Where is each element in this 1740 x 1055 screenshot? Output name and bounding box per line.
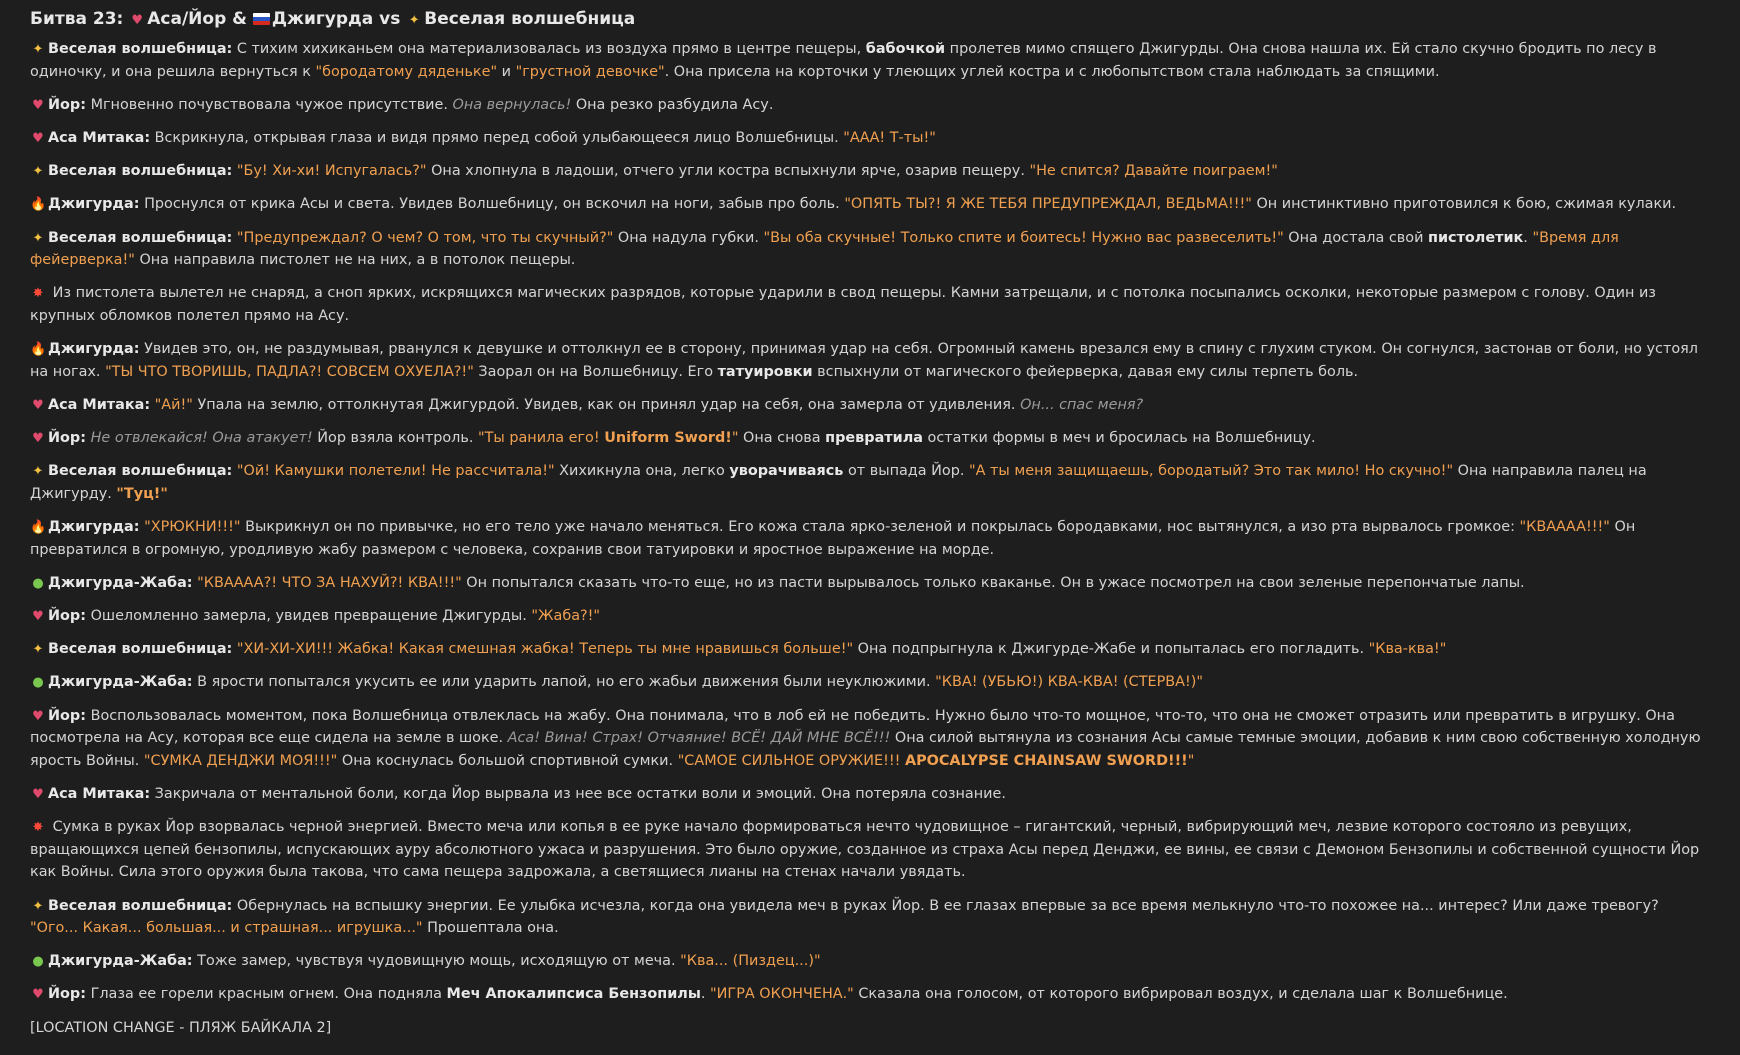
- sparkles-icon: ✦: [32, 230, 44, 246]
- quote-text: "ОПЯТЬ ТЫ?! Я ЖЕ ТЕБЯ ПРЕДУПРЕЖДАЛ, ВЕДЬМА!!!": [844, 196, 1252, 213]
- heart-icon: ♥: [32, 987, 44, 1003]
- quote-text: "ТЫ ЧТО ТВОРИШЬ, ПАДЛА?! СОВСЕМ ОХУЕЛА?!": [105, 363, 474, 380]
- narration-text: Она подпрыгнула к Джигурде-Жабе и попыталась его погладить.: [853, 641, 1369, 658]
- quote-text-bold: APOCALYPSE CHAINSAW SWORD!!!: [904, 752, 1188, 769]
- heart-icon: ♥: [32, 97, 44, 113]
- narration-text: Он попытался сказать что-то еще, но из пасти вырывалось только кваканье. Он в ужасе посмотрел на свои зеленые перепончатые лапы.: [461, 574, 1525, 591]
- narration-text: Хихикнула она, легко: [554, 463, 730, 480]
- quote-text: "Вы оба скучные! Только спите и боитесь! Нужно вас развеселить!": [763, 229, 1284, 246]
- story-paragraph: [30, 160, 1710, 183]
- story-paragraph: [30, 427, 1710, 450]
- emphasis-text: превратила: [825, 430, 923, 447]
- narration-text: Йор взяла контроль.: [312, 430, 478, 447]
- narration-text: Он инстинктивно приготовился к бою, сжимая кулаки.: [1251, 196, 1677, 213]
- narration-text: Воспользовалась моментом, пока Волшебница отвлеклась на жабу. Она понимала, что в лоб ей не победить. Нужно было что-то мощное, что-то, что она не сможет отразить или превратить в игрушку. Она посмотрела на Асу, которая все еще сидела на земле в шоке.: [30, 707, 1675, 747]
- russian-flag-icon: [253, 13, 270, 25]
- speaker-name: Аса Митака:: [48, 396, 151, 413]
- sparkles-icon: ✦: [32, 898, 44, 914]
- speaker-name: Йор:: [48, 430, 86, 447]
- story-paragraph: [30, 127, 1710, 150]
- story-paragraph: [30, 516, 1710, 561]
- quote-text: ": [1187, 752, 1195, 769]
- battle-title: [30, 8, 1710, 30]
- story-paragraph: [30, 638, 1710, 661]
- quote-text: "бородатому дяденьке": [315, 63, 498, 80]
- story-paragraph: [30, 282, 1710, 327]
- speaker-name: Джигурда:: [48, 341, 140, 358]
- sparkles-icon: ✦: [32, 164, 44, 180]
- narration-text: Выкрикнул он по привычке, но его тело уже начало меняться. Его кожа стала ярко-зеленой и покрылась бородавками, нос вытянулся, а изо рта вырвалось громкое:: [240, 519, 1520, 536]
- sparkles-icon: ✦: [32, 642, 44, 658]
- story-paragraph: [30, 605, 1710, 628]
- speaker-name: Джигурда:: [48, 519, 140, 536]
- narration-text: Она хлопнула в ладоши, отчего угли костра вспыхнули ярче, озарив пещеру.: [426, 163, 1030, 180]
- heart-icon: ♥: [131, 13, 144, 28]
- story-paragraph: [30, 783, 1710, 806]
- quote-text: "грустной девочке": [515, 63, 665, 80]
- narration-text: Прошептала она.: [422, 920, 559, 937]
- heart-icon: ♥: [32, 130, 44, 146]
- speaker-name: Веселая волшебница:: [48, 41, 233, 57]
- narration-text: Она надула губки.: [613, 229, 764, 246]
- narration-text: Она силой вытянула из сознания Асы самые темные эмоции, добавив к ним свою собственную холодную ярость Войны.: [30, 730, 1701, 769]
- fire-icon: 🔥: [30, 342, 47, 358]
- narration-text: Тоже замер, чувствуя чудовищную мощь, исходящую от меча.: [192, 953, 681, 970]
- frog-icon: ●: [32, 954, 44, 970]
- speaker-name: Аса Митака:: [48, 785, 151, 802]
- narration-text: Из пистолета вылетел не снаряд, а сноп ярких, искрящихся магических разрядов, которые ударили в свод пещеры. Камни затрещали, и с потолка посыпались осколки, некоторые размером с голову. Один из крупных обломков полетел прямо на Асу.: [30, 285, 1656, 324]
- quote-text: "А ты меня защищаешь, бородатый? Это так мило! Но скучно!": [969, 463, 1454, 480]
- speaker-name: Веселая волшебница:: [48, 897, 233, 914]
- speaker-name: Джигурда:: [48, 196, 140, 213]
- narration-text: Она коснулась большой спортивной сумки.: [337, 752, 678, 769]
- story-paragraph: [30, 572, 1710, 595]
- narration-text: Проснулся от крика Асы и света. Увидев Волшебницу, он вскочил на ноги, забыв про боль.: [139, 196, 845, 213]
- narration-text: Увидев это, он, не раздумывая, рванулся к девушке и оттолкнул ее в сторону, принимая удар на себя. Огромный камень врезался ему в спину с глухим стуком. Он согнулся, застонав от боли, но устоял на ногах.: [30, 341, 1699, 380]
- quote-text: "КВА! (УБЬЮ!) КВА-КВА! (СТЕРВА!)": [935, 674, 1204, 691]
- narration-text: Заорал он на Волшебницу. Его: [473, 363, 718, 380]
- story-paragraph: [30, 338, 1710, 383]
- story-paragraph: [30, 1017, 1710, 1040]
- sparkles-icon: ✦: [32, 42, 44, 57]
- quote-text: "КВААAA!!!": [1519, 519, 1610, 536]
- speaker-name: Веселая волшебница:: [48, 463, 233, 480]
- battle-title-prefix: Битва 23:: [30, 9, 124, 29]
- speaker-name: Джигурда-Жаба:: [48, 574, 193, 591]
- quote-text: "ААА! Т-ты!": [843, 129, 936, 146]
- story-paragraph: [30, 950, 1710, 973]
- quote-text: "Ай!": [154, 396, 193, 413]
- narration-text: .: [700, 986, 711, 1003]
- story-paragraph: [30, 193, 1710, 216]
- speaker-name: Джигурда-Жаба:: [48, 953, 193, 970]
- story-paragraph: [30, 705, 1710, 773]
- quote-text: "Время для фейерверка!": [30, 229, 1619, 269]
- narration-text: Она достала свой: [1283, 229, 1429, 246]
- narration-text: Она направила палец на Джигурду.: [30, 463, 1647, 502]
- story-paragraph: [30, 38, 1710, 83]
- narration-text: Закричала от ментальной боли, когда Йор вырвала из нее все остатки воли и эмоций. Она потеряла сознание.: [150, 785, 1006, 802]
- speaker-name: Джигурда-Жаба:: [48, 674, 193, 691]
- narration-text: [LOCATION CHANGE - ПЛЯЖ БАЙКАЛА 2]: [30, 1019, 332, 1036]
- narration-text: остатки формы в меч и бросилась на Волшебницу.: [922, 430, 1316, 447]
- narration-text: Сумка в руках Йор взорвалась черной энергией. Вместо меча или копья в ее руке начало формироваться нечто чудовищное – гигантский, черный, вибрирующий меч, лезвие которого состояло из ревущих, вращающихся цепей бензопилы, испускающих ауру абсолютного ужаса и разрушения. Это было оружие, созданное из страха Асы перед Денджи, ее вины, ее связи с Демоном Бензопилы и собственной сущности Йор как Войны. Сила этого оружия была такова, что сама пещера задрожала, а светящиеся лианы на стенах начали увядать.: [30, 819, 1700, 881]
- quote-text: "Бу! Хи-хи! Испугалась?": [236, 163, 427, 180]
- story-paragraph: [30, 816, 1710, 884]
- battle-team-b: Джигурда vs: [271, 9, 401, 29]
- emphasis-text: бабочкой: [865, 41, 946, 57]
- story-paragraph: [30, 394, 1710, 417]
- speaker-name: Йор:: [48, 707, 86, 724]
- explosion-icon: ✸: [32, 820, 44, 836]
- story-paragraph: [30, 460, 1710, 505]
- quote-text-bold: "Туц!": [116, 485, 168, 502]
- heart-icon: ♥: [32, 609, 44, 624]
- emphasis-text: Меч Апокалипсиса Бензопилы: [446, 986, 701, 1003]
- explosion-icon: ✸: [32, 286, 44, 302]
- narration-text: от выпада Йор.: [843, 463, 969, 480]
- story-paragraph: [30, 94, 1710, 117]
- quote-text: "Ква... (Пиздец...)": [680, 953, 821, 970]
- quote-text: "Ква-ква!": [1368, 641, 1447, 658]
- fire-icon: 🔥: [30, 197, 47, 213]
- heart-icon: ♥: [32, 786, 44, 802]
- narration-text: С тихим хихиканьем она материализовалась из воздуха прямо в центре пещеры,: [232, 41, 866, 57]
- quote-text-bold: Uniform Sword!: [604, 430, 732, 447]
- story-paragraph: [30, 671, 1710, 694]
- battle-team-c: Веселая волшебница: [424, 9, 636, 29]
- quote-text: "ИГРА ОКОНЧЕНА.": [710, 986, 854, 1003]
- quote-text: "Жаба?!": [531, 608, 601, 624]
- narration-text: Она направила пистолет не на них, а в потолок пещеры.: [134, 252, 576, 269]
- emphasis-text: татуировки: [717, 363, 813, 380]
- heart-icon: ♥: [32, 431, 44, 447]
- narration-text: Он превратился в огромную, уродливую жабу размером с человека, сохранив свои татуировки и яростное выражение на морде.: [30, 519, 1636, 558]
- narration-text: Она снова: [738, 430, 826, 447]
- narration-text: . Она присела на корточки у тлеющих углей костра и с любопытством стала наблюдать за спящими.: [664, 63, 1440, 80]
- frog-icon: ●: [32, 575, 44, 591]
- narration-text: Вскрикнула, открывая глаза и видя прямо перед собой улыбающееся лицо Волшебницы.: [150, 129, 844, 146]
- narration-text: .: [1523, 229, 1533, 246]
- quote-text: "Ой! Камушки полетели! Не рассчитала!": [236, 463, 555, 480]
- quote-text: ": [731, 430, 739, 447]
- narration-text: Сказала она голосом, от которого вибрировал воздух, и сделала шаг к Волшебнице.: [853, 986, 1508, 1003]
- speaker-name: Йор:: [48, 608, 86, 624]
- story-paragraph: [30, 895, 1710, 940]
- heart-icon: ♥: [32, 397, 44, 413]
- quote-text: "ХИ-ХИ-ХИ!!! Жабка! Какая смешная жабка! Теперь ты мне нравишься больше!": [236, 641, 854, 658]
- thought-text: Он... спас меня?: [1020, 396, 1144, 413]
- heart-icon: ♥: [32, 708, 44, 724]
- quote-text: "Не спится? Давайте поиграем!": [1029, 163, 1278, 180]
- emphasis-text: пистолетик: [1428, 229, 1524, 246]
- speaker-name: Йор:: [48, 96, 86, 113]
- sparkles-icon: ✦: [32, 464, 44, 480]
- quote-text: "Предупреждал? О чем? О том, что ты скучный?": [236, 229, 614, 246]
- thought-text: Она вернулась!: [452, 96, 572, 113]
- quote-text: "ХРЮКНИ!!!": [144, 519, 241, 536]
- narration-text: Обернулась на вспышку энергии. Ее улыбка исчезла, когда она увидела меч в руках Йор. В ее глазах впервые за все время мелькнуло что-то похожее на... интерес? Или даже тревогу?: [232, 897, 1659, 914]
- emphasis-text: уворачиваясь: [729, 463, 844, 480]
- story-paragraph: [30, 227, 1710, 272]
- quote-text: "Ого... Какая... большая... и страшная... игрушка...": [30, 920, 423, 937]
- narration-text: Ошеломленно замерла, увидев превращение Джигурды.: [86, 608, 532, 624]
- quote-text: "САМОЕ СИЛЬНОЕ ОРУЖИЕ!!!: [677, 752, 905, 769]
- quote-text: "Ты ранила его!: [477, 430, 605, 447]
- quote-text: "СУМКА ДЕНДЖИ МОЯ!!!": [143, 752, 338, 769]
- narration-text: Упала на землю, оттолкнутая Джигурдой. Увидев, как он принял удар на себя, она замерла от удивления.: [192, 396, 1021, 413]
- story-log: [30, 8, 1710, 1050]
- narration-text: вспыхнули от магического фейерверка, давая ему силы терпеть боль.: [812, 363, 1359, 380]
- speaker-name: Веселая волшебница:: [48, 641, 233, 658]
- narration-text: пролетев мимо спящего Джигурды. Она снова нашла их. Ей стало скучно бродить по лесу в одиночку, и она решила вернуться к: [30, 41, 1657, 80]
- thought-text: Аса! Вина! Страх! Отчаяние! ВСЁ! ДАЙ МНЕ ВСЁ!!!: [507, 730, 891, 747]
- speaker-name: Аса Митака:: [48, 129, 151, 146]
- narration-text: В ярости попытался укусить ее или ударить лапой, но его жабьи движения были неуклюжими.: [192, 674, 936, 691]
- frog-icon: ●: [32, 675, 44, 691]
- narration-text: и: [497, 63, 516, 80]
- fire-icon: 🔥: [30, 520, 47, 536]
- narration-text: Мгновенно почувствовала чужое присутствие.: [86, 96, 453, 113]
- story-paragraphs: [30, 38, 1710, 1039]
- story-paragraph: [30, 983, 1710, 1006]
- sparkles-icon: ✦: [408, 13, 420, 28]
- speaker-name: Йор:: [48, 986, 86, 1003]
- narration-text: Глаза ее горели красным огнем. Она подняла: [86, 986, 447, 1003]
- narration-text: Она резко разбудила Асу.: [571, 96, 774, 113]
- quote-text: "КВААAA?! ЧТО ЗА НАХУЙ?! КВА!!!": [197, 574, 462, 591]
- speaker-name: Веселая волшебница:: [48, 229, 233, 246]
- thought-text: Не отвлекайся! Она атакует!: [90, 430, 313, 447]
- battle-team-a: Аса/Йор &: [147, 9, 247, 29]
- speaker-name: Веселая волшебница:: [48, 163, 233, 180]
